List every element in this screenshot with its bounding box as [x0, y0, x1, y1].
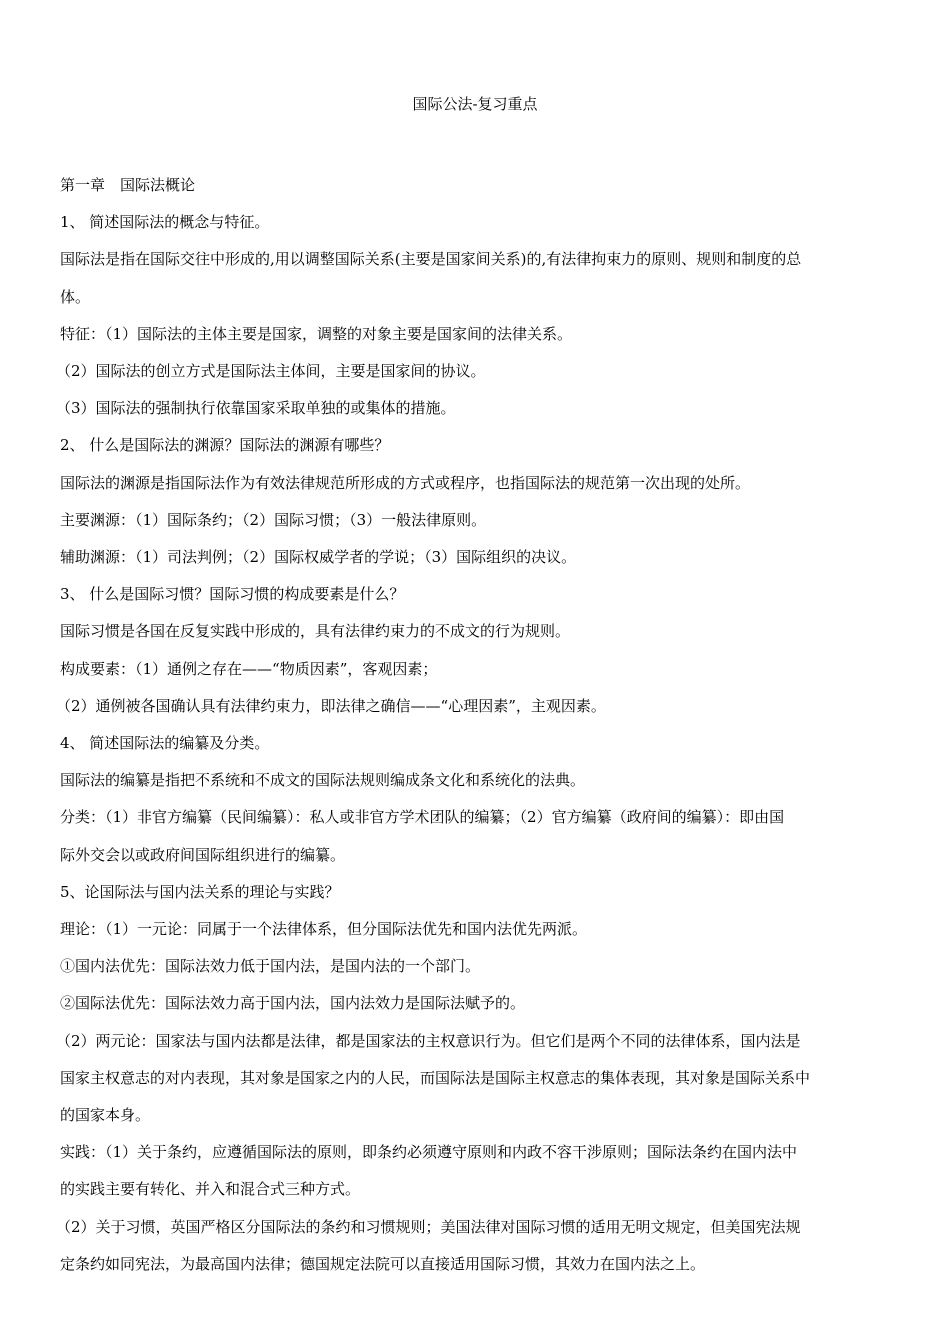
paragraph-line: 体。	[60, 287, 91, 306]
paragraph-line: （2）关于习惯，英国严格区分国际法的条约和习惯规则；美国法律对国际习惯的适用无明文规定，但美国宪法规	[56, 1217, 801, 1236]
question-5: 5、论国际法与国内法关系的理论与实践？	[60, 882, 340, 901]
document-body	[56, 167, 896, 1283]
paragraph-line: 分类：（1）非官方编纂（民间编纂）：私人或非官方学术团队的编纂；（2）官方编纂（政府间的编纂）：即由国	[60, 808, 785, 827]
paragraph-line: 国家主权意志的对内表现，其对象是国家之内的人民，而国际法是国际主权意志的集体表现，其对象是国际关系中	[60, 1068, 811, 1087]
paragraph-line: （2）通例被各国确认具有法律约束力，即法律之确信——“心理因素”，主观因素。	[56, 696, 606, 715]
paragraph-line: ②国际法优先：国际法效力高于国内法，国内法效力是国际法赋予的。	[60, 994, 526, 1013]
paragraph-line: 的国家本身。	[60, 1106, 151, 1125]
document-title: 国际公法-复习重点	[412, 95, 538, 113]
paragraph-line: （2）国际法的创立方式是国际法主体间，主要是国家间的协议。	[56, 362, 486, 381]
paragraph-line: 构成要素：（1）通例之存在——“物质因素”，客观因素；	[60, 659, 438, 678]
paragraph-line: 国际法的编纂是指把不系统和不成文的国际法规则编成条文化和系统化的法典。	[60, 771, 586, 790]
paragraph-line: 理论：（1）一元论：同属于一个法律体系，但分国际法优先和国内法优先两派。	[60, 920, 588, 939]
paragraph-line: 的实践主要有转化、并入和混合式三种方式。	[60, 1180, 361, 1199]
question-3: 3、 什么是国际习惯？国际习惯的构成要素是什么？	[60, 585, 405, 604]
paragraph-line: 辅助渊源：（1）司法判例；（2）国际权威学者的学说；（3）国际组织的决议。	[60, 548, 577, 567]
paragraph-line: 定条约如同宪法，为最高国内法律；德国规定法院可以直接适用国际习惯，其效力在国内法之上。	[60, 1254, 706, 1273]
paragraph-line: 国际习惯是各国在反复实践中形成的，具有法律约束力的不成文的行为规则。	[60, 622, 571, 641]
chapter-heading: 第一章 国际法概论	[60, 176, 196, 194]
paragraph-line: 国际法是指在国际交往中形成的,用以调整国际关系(主要是国家间关系)的,有法律拘束力的原则、规则和制度的总	[60, 250, 802, 269]
paragraph-line: 国际法的渊源是指国际法作为有效法律规范所形成的方式或程序，也指国际法的规范第一次出现的处所。	[60, 473, 751, 492]
question-4: 4、 简述国际法的编纂及分类。	[60, 734, 270, 753]
question-2: 2、 什么是国际法的渊源？国际法的渊源有哪些？	[60, 436, 390, 455]
paragraph-line: 主要渊源：（1）国际条约；（2）国际习惯；（3）一般法律原则。	[60, 510, 487, 529]
question-1: 1、 简述国际法的概念与特征。	[60, 213, 270, 232]
paragraph-line: （3）国际法的强制执行依靠国家采取单独的或集体的措施。	[56, 399, 456, 418]
paragraph-line: 实践：（1）关于条约，应遵循国际法的原则，即条约必须遵守原则和内政不容干涉原则；国际法条约在国内法中	[60, 1143, 798, 1162]
paragraph-line: 际外交会以或政府间国际组织进行的编纂。	[60, 845, 346, 864]
paragraph-line: ①国内法优先：国际法效力低于国内法，是国内法的一个部门。	[60, 957, 481, 976]
paragraph-line: 特征：（1）国际法的主体主要是国家，调整的对象主要是国家间的法律关系。	[60, 324, 573, 343]
paragraph-line: （2）两元论：国家法与国内法都是法律，都是国家法的主权意识行为。但它们是两个不同的法律体系，国内法是	[56, 1031, 801, 1050]
